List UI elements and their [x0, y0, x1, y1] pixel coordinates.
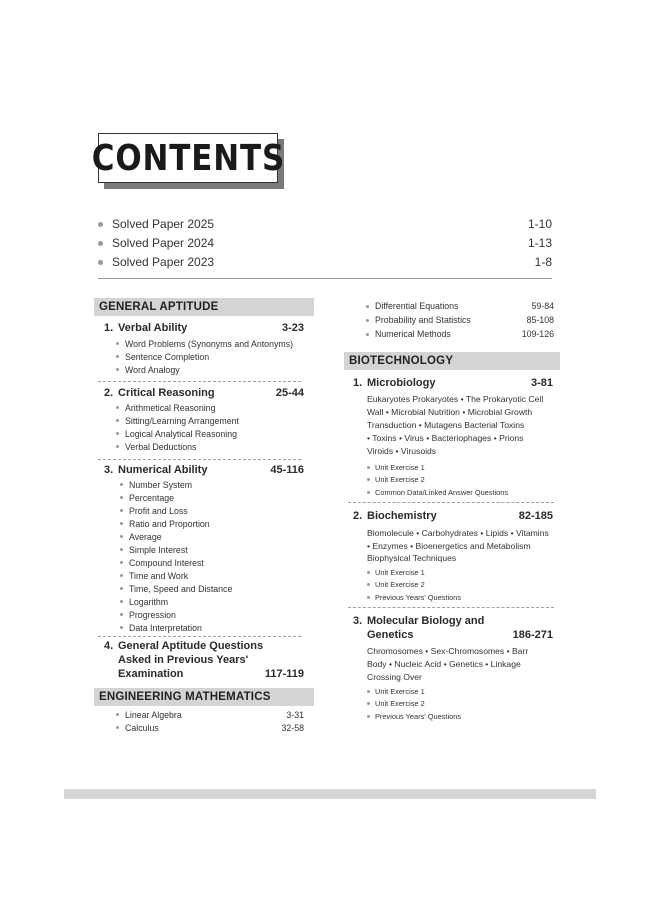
list-item[interactable]: Common Data/Linked Answer Questions — [367, 486, 557, 499]
list-item[interactable]: Unit Exercise 1 — [367, 685, 557, 698]
chapter-microbiology[interactable] — [353, 377, 553, 389]
bullet-icon — [120, 509, 123, 512]
chapter-pages: 45-116 — [270, 464, 304, 476]
topic-paragraph: Chromosomes • Sex-Chromosomes • Barr Body • Nucleic Acid • Genetics • Linkage Crossing Over — [367, 646, 529, 682]
dashed-divider — [348, 607, 554, 608]
chapter-name: Numerical Ability — [118, 464, 208, 476]
dashed-divider — [98, 636, 301, 637]
solved-paper-label: Solved Paper 2023 — [112, 255, 215, 269]
bullet-icon — [120, 483, 123, 486]
bullet-icon — [98, 222, 103, 227]
chapter-verbal-ability[interactable] — [104, 322, 304, 334]
topic-list — [116, 401, 316, 453]
solved-paper-label: Solved Paper 2024 — [112, 236, 215, 250]
list-item[interactable]: Unit Exercise 2 — [367, 579, 557, 592]
solved-paper-row[interactable] — [98, 253, 552, 271]
bullet-icon — [120, 548, 123, 551]
bullet-icon — [367, 596, 370, 599]
bullet-icon — [367, 466, 370, 469]
chapter-number: 1. — [104, 322, 114, 334]
list-item: Logical Analytical Reasoning — [116, 427, 316, 440]
title-box — [91, 133, 285, 183]
bullet-icon — [366, 319, 369, 322]
solved-paper-row[interactable] — [98, 215, 552, 233]
bullet-icon — [120, 496, 123, 499]
bullet-icon — [116, 419, 119, 422]
list-item[interactable]: Differential Equations 59-84 — [366, 299, 554, 313]
bullet-icon — [120, 600, 123, 603]
chapter-number: 3. — [353, 615, 363, 627]
list-item: Word Analogy — [116, 363, 316, 376]
chapter-pages: 3-23 — [281, 322, 304, 334]
list-item[interactable]: Unit Exercise 1 — [367, 566, 557, 579]
chapter-number: 1. — [353, 377, 363, 389]
list-item[interactable]: Previous Years' Questions — [367, 710, 557, 723]
section-header-biotechnology: BIOTECHNOLOGY — [344, 352, 560, 370]
list-item: Profit and Loss — [120, 504, 310, 517]
bullet-icon — [366, 333, 369, 336]
chapter-name: General Aptitude Questions — [118, 640, 264, 652]
solved-paper-pages: 1-8 — [534, 255, 552, 269]
bullet-icon — [120, 626, 123, 629]
section-header-engineering-mathematics: ENGINEERING MATHEMATICS — [94, 688, 314, 706]
chapter-number: 3. — [104, 464, 114, 476]
bullet-icon — [116, 368, 119, 371]
bullet-icon — [367, 571, 370, 574]
divider — [98, 278, 552, 279]
bullet-icon — [120, 574, 123, 577]
list-item: Data Interpretation — [120, 621, 310, 634]
chapter-pages: 117-119 — [264, 668, 304, 680]
chapter-pages: 25-44 — [275, 387, 304, 399]
solved-paper-pages: 1-10 — [527, 217, 552, 231]
chapter-critical-reasoning[interactable] — [104, 387, 304, 399]
list-item: Ratio and Proportion — [120, 517, 310, 530]
list-item: Time and Work — [120, 569, 310, 582]
bullet-icon — [367, 478, 370, 481]
topic-paragraph: Biomolecule • Carbohydrates • Lipids • Vitamins • Enzymes • Bioenergetics and Metabolism Biophysical Techniques — [367, 528, 549, 563]
list-item: Word Problems (Synonyms and Antonyms) — [116, 337, 316, 350]
list-item: Arithmetical Reasoning — [116, 401, 316, 414]
topic-list — [120, 478, 310, 634]
topic-list — [366, 299, 554, 341]
chapter-numerical-ability[interactable] — [104, 464, 304, 476]
chapter-molecular-biology[interactable] — [353, 615, 553, 643]
bullet-icon — [367, 715, 370, 718]
bullet-icon — [116, 432, 119, 435]
list-item: Compound Interest — [120, 556, 310, 569]
list-item: Simple Interest — [120, 543, 310, 556]
list-item[interactable]: Previous Years' Questions — [367, 591, 557, 604]
bullet-icon — [120, 587, 123, 590]
dashed-divider — [98, 459, 301, 460]
chapter-pages: 82-185 — [518, 510, 553, 522]
chapter-pages: 186-271 — [512, 629, 553, 641]
chapter-number: 4. — [104, 640, 114, 652]
bullet-icon — [120, 535, 123, 538]
bullet-icon — [367, 583, 370, 586]
list-item: Percentage — [120, 491, 310, 504]
bullet-icon — [116, 713, 119, 716]
list-item: Number System — [120, 478, 310, 491]
chapter-number: 2. — [104, 387, 114, 399]
dashed-divider — [98, 381, 301, 382]
exercise-list — [367, 461, 557, 499]
chapter-name: Asked in Previous Years' — [118, 654, 249, 666]
list-item: Average — [120, 530, 310, 543]
chapter-name: Examination — [118, 668, 184, 680]
list-item[interactable]: Unit Exercise 2 — [367, 698, 557, 711]
chapter-name: Verbal Ability — [118, 322, 188, 334]
list-item: Time, Speed and Distance — [120, 582, 310, 595]
list-item[interactable]: Probability and Statistics 85-108 — [366, 313, 554, 327]
list-item[interactable]: Unit Exercise 1 — [367, 461, 557, 474]
bullet-icon — [116, 445, 119, 448]
chapter-number: 2. — [353, 510, 363, 522]
bullet-icon — [116, 342, 119, 345]
list-item[interactable]: Numerical Methods 109-126 — [366, 327, 554, 341]
chapter-name: Biochemistry — [367, 510, 437, 522]
list-item: Sitting/Learning Arrangement — [116, 414, 316, 427]
chapter-biochemistry[interactable] — [353, 510, 553, 522]
list-item[interactable]: Unit Exercise 2 — [367, 474, 557, 487]
chapter-name: Molecular Biology and — [367, 615, 485, 627]
chapter-pages: 3-81 — [530, 377, 553, 389]
topic-list — [116, 708, 304, 734]
topic-list — [116, 337, 316, 376]
bullet-icon — [120, 561, 123, 564]
dashed-divider — [348, 502, 554, 503]
exercise-list — [367, 685, 557, 723]
list-item: Sentence Completion — [116, 350, 316, 363]
page-title: CONTENTS — [91, 137, 285, 179]
bullet-icon — [116, 406, 119, 409]
list-item: Verbal Deductions — [116, 440, 316, 453]
chapter-name: Genetics — [367, 629, 414, 641]
chapter-name: Critical Reasoning — [118, 387, 215, 399]
section-header-general-aptitude: GENERAL APTITUDE — [94, 298, 314, 316]
list-item[interactable]: Calculus 32-58 — [116, 721, 304, 734]
bullet-icon — [120, 613, 123, 616]
exercise-list — [367, 566, 557, 604]
bullet-icon — [367, 702, 370, 705]
list-item: Logarithm — [120, 595, 310, 608]
solved-paper-pages: 1-13 — [527, 236, 552, 250]
bullet-icon — [116, 355, 119, 358]
bullet-icon — [116, 726, 119, 729]
chapter-name: Microbiology — [367, 377, 436, 389]
bullet-icon — [367, 690, 370, 693]
bullet-icon — [98, 241, 103, 246]
bullet-icon — [120, 522, 123, 525]
solved-paper-row[interactable] — [98, 234, 552, 252]
list-item[interactable]: Linear Algebra 3-31 — [116, 708, 304, 721]
bullet-icon — [367, 491, 370, 494]
bullet-icon — [98, 260, 103, 265]
list-item: Progression — [120, 608, 310, 621]
bullet-icon — [366, 305, 369, 308]
topic-paragraph: Eukaryotes Prokaryotes • The Prokaryotic Cell Wall • Microbial Nutrition • Microbial Growth Transduction • Mutagens Bacterial Toxins • Toxins • Virus • Bacteriophages • Prions Viroids • Virusoids — [367, 394, 544, 456]
solved-paper-label: Solved Paper 2025 — [112, 217, 215, 231]
chapter-previous-years[interactable] — [104, 640, 304, 682]
footer-bar — [64, 789, 596, 799]
